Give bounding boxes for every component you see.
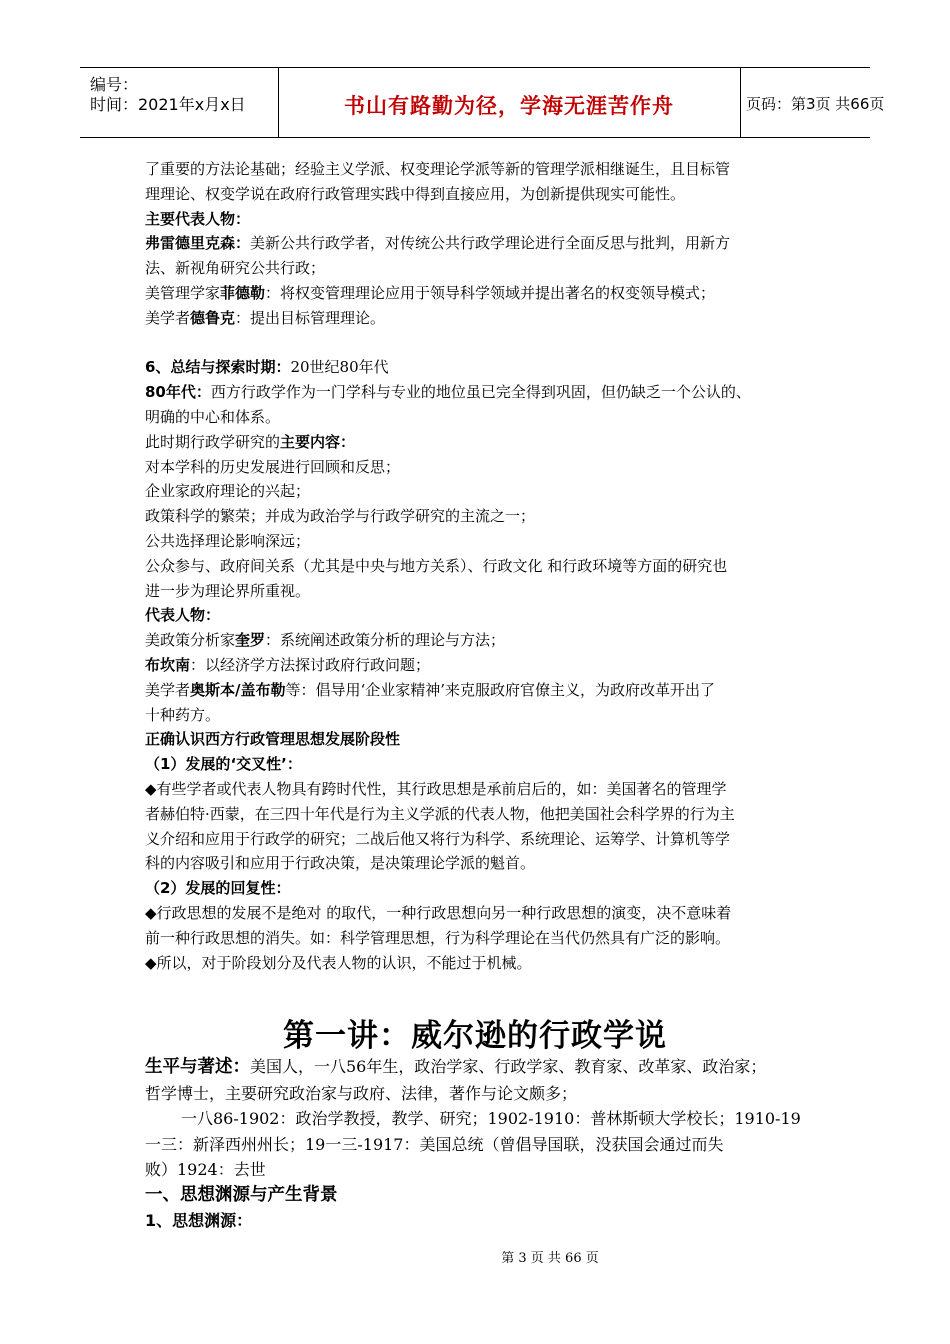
list-item: 进一步为理论界所重视。 — [145, 581, 311, 600]
paragraph-line: 者赫伯特·西蒙，在三四十年代是行为主义学派的代表人物，他把美国社会科学界的行为主 — [145, 804, 735, 823]
line-prefix: 美管理学家 — [145, 283, 221, 302]
subheading: （2）发展的回复性： — [145, 879, 291, 898]
paragraph-line: 一三：新泽西州州长；19一三-1917：美国总统（曾倡导国联，没获国会通过而失 — [145, 1134, 724, 1154]
person-name: 弗雷德里克森： — [145, 234, 251, 253]
lecture-body — [145, 1054, 825, 1234]
line-prefix: 美政策分析家 — [145, 631, 236, 650]
subheading: 代表人物： — [145, 606, 221, 625]
section-heading — [145, 355, 825, 380]
blank-line — [145, 331, 825, 356]
paragraph-line: 了重要的方法论基础；经验主义学派、权变理论学派等新的管理学派相继诞生，且目标管 — [145, 160, 731, 178]
person-name: 菲德勒 — [220, 283, 266, 302]
bio-label: 生平与著述： — [145, 1057, 250, 1077]
paragraph-line: 一八86-1902：政治学教授，教学、研究；1902-1910：普林斯顿大学校长；1910-19 — [181, 1109, 801, 1128]
line-prefix: 美学者 — [145, 680, 191, 699]
term: 主要内容： — [280, 432, 356, 451]
line-prefix: 此时期行政学研究的 — [145, 432, 281, 451]
paragraph-line: 理理论、权变学说在政府行政管理实践中得到直接应用，为创新提供现实可能性。 — [145, 184, 686, 203]
list-item: 公众参与、政府间关系（尤其是中央与地方关系）、行政文化 和行政环境等方面的研究也 — [145, 556, 728, 575]
line-text: ：系统阐述政策分析的理论与方法； — [265, 631, 506, 650]
person-name: 德鲁克 — [190, 308, 236, 327]
line-text: ：将权变管理理论应用于领导科学领域并提出著名的权变领导模式； — [265, 283, 716, 302]
subheading: 1、思想渊源： — [145, 1211, 253, 1230]
line-text: ：提出目标管理理论。 — [235, 308, 386, 327]
paragraph-line — [145, 678, 825, 703]
line-text: 美国人，一八56年生，政治学家、行政学家、教育家、改革家、政治家； — [250, 1057, 767, 1076]
paragraph-line: ◆所以，对于阶段划分及代表人物的认识，不能过于机械。 — [145, 953, 532, 972]
header-left-cell — [80, 68, 279, 137]
paragraph-line — [145, 1054, 825, 1081]
line-text: 西方行政学作为一门学科与专业的地位虽已完全得到巩固，但仍缺乏一个公认的、 — [210, 383, 751, 402]
paragraph-line: ◆行政思想的发展不是绝对 的取代，一种行政思想向另一种行政思想的演变，决不意味着 — [145, 903, 732, 922]
paragraph-line — [145, 306, 825, 331]
header-right-cell — [740, 68, 885, 137]
subheading: 正确认识西方行政管理思想发展阶段性 — [145, 730, 401, 749]
page-footer: 第 3 页 共 66 页 — [501, 1251, 599, 1266]
paragraph-line: 哲学博士，主要研究政治家与政府、法律，著作与论文颇多； — [145, 1083, 578, 1103]
date-label: 时间：2021年x月x日 — [90, 95, 246, 114]
header-center-cell — [278, 68, 741, 137]
paragraph-line — [145, 231, 825, 256]
paragraph-line — [145, 430, 825, 455]
paragraph-line: 义介绍和应用于行政学的研究；二战后他又将行为科学、系统理论、运筹学、计算机等学 — [145, 829, 731, 848]
section-title: 6、总结与探索时期： — [145, 358, 291, 377]
serial-number-label: 编号： — [90, 75, 139, 94]
paragraph-line: 明确的中心和体系。 — [145, 407, 281, 426]
header-page-info: 页码：第3页 共66页 — [746, 95, 885, 113]
person-name: 布坎南 — [145, 655, 191, 674]
lecture-title: 第一讲：威尔逊的行政学说 — [283, 1018, 667, 1054]
line-text: ：以经济学方法探讨政府行政问题； — [190, 655, 431, 674]
header-motto: 书山有路勤为径，学海无涯苦作舟 — [344, 94, 674, 118]
paragraph-line: 十种药方。 — [145, 705, 221, 724]
paragraph-line: ◆有些学者或代表人物具有跨时代性，其行政思想是承前启后的，如：美国著名的管理学 — [145, 779, 727, 798]
paragraph-line: 科的内容吸引和应用于行政决策，是决策理论学派的魁首。 — [145, 854, 536, 873]
body-text — [145, 157, 825, 975]
paragraph-line: 法、新视角研究公共行政； — [145, 259, 326, 278]
subheading: （1）发展的‘交叉性’： — [145, 755, 302, 774]
section-heading: 一、思想渊源与产生背景 — [145, 1184, 338, 1205]
subheading: 主要代表人物： — [145, 209, 251, 228]
list-item: 企业家政府理论的兴起； — [145, 482, 311, 501]
line-prefix: 美学者 — [145, 308, 191, 327]
list-item: 对本学科的历史发展进行回顾和反思； — [145, 457, 401, 476]
paragraph-line — [145, 281, 825, 306]
paragraph-line — [145, 628, 825, 653]
paragraph-line — [145, 380, 825, 405]
line-text: 等：倡导用‘企业家精神’来克服政府官僚主义，为政府改革开出了 — [285, 680, 716, 699]
paragraph-line: 败）1924：去世 — [145, 1160, 266, 1179]
paragraph-line — [145, 653, 825, 678]
list-item: 政策科学的繁荣；并成为政治学与行政学研究的主流之一； — [145, 507, 536, 526]
line-text: 20世纪80年代 — [290, 358, 389, 377]
paragraph-line: 前一种行政思想的消失。如：科学管理思想，行为科学理论在当代仍然具有广泛的影响。 — [145, 928, 731, 947]
page-header — [80, 67, 885, 138]
list-item: 公共选择理论影响深远； — [145, 531, 311, 550]
line-text: 美新公共行政学者，对传统公共行政学理论进行全面反思与批判，用新方 — [250, 234, 731, 253]
person-name: 奎罗 — [235, 631, 266, 650]
person-name: 奥斯本/盖布勒 — [190, 680, 286, 699]
term: 80年代： — [145, 383, 211, 402]
